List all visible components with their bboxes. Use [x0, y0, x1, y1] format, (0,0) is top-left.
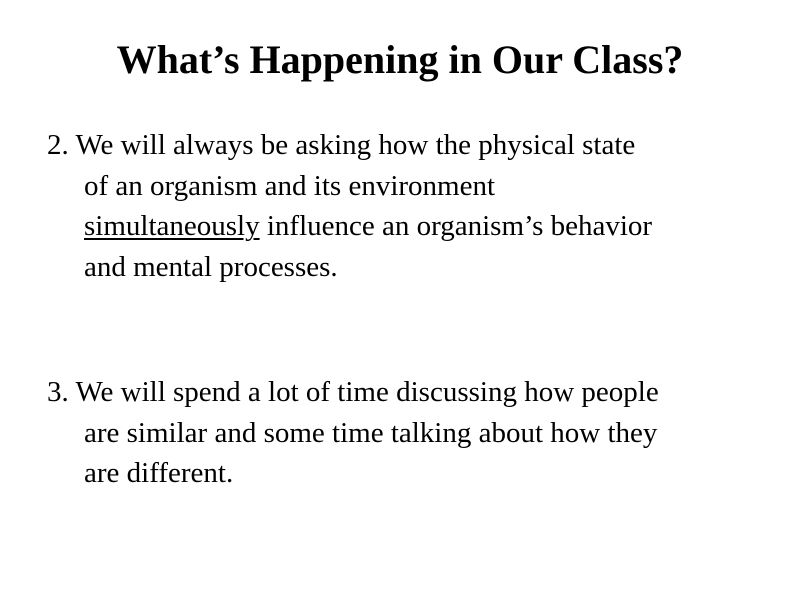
point-3-line-1: 3. We will spend a lot of time discussing how people: [47, 376, 659, 408]
point-2-line-4: and mental processes.: [84, 250, 338, 283]
point-2-line-2: of an organism and its environment: [84, 169, 496, 202]
point-3-line-2: are similar and some time talking about how they: [84, 416, 658, 449]
point-3: [47, 372, 767, 494]
point-3-line-3: are different.: [84, 457, 234, 489]
point-2-line-3: [47, 206, 767, 247]
point-2: [47, 125, 767, 287]
point-2-line-3-rest: influence an organism’s behavior: [259, 210, 653, 242]
point-2-line-1: 2. We will always be asking how the physical state: [47, 129, 636, 161]
emphasis-simultaneously: simultaneously: [84, 210, 260, 242]
slide-title: What’s Happening in Our Class?: [116, 37, 684, 82]
